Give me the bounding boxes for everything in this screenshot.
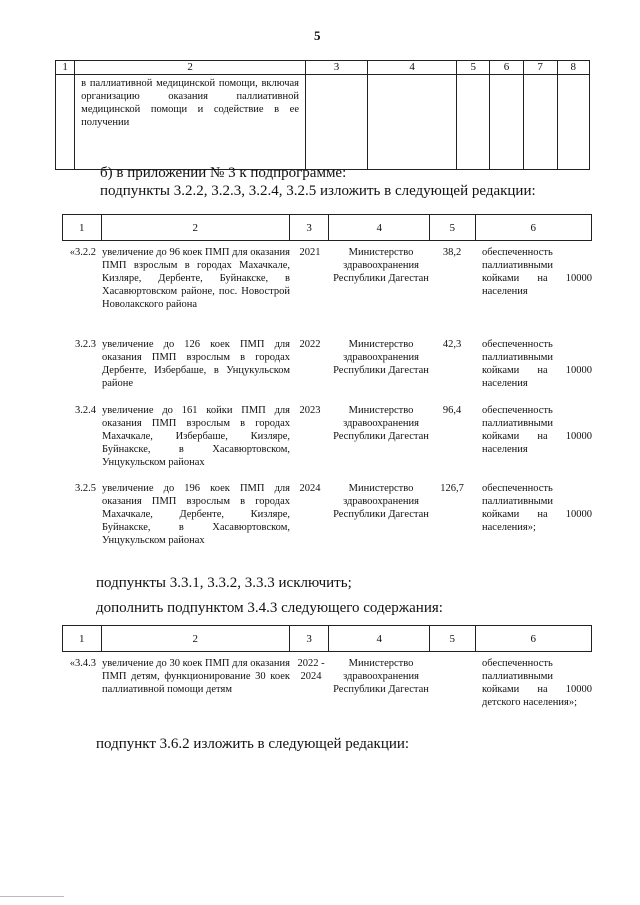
row-value: 38,2	[442, 247, 462, 258]
paragraph-b-line2: подпункты 3.2.2, 3.2.3, 3.2.4, 3.2.5 изложить в следующей редакции:	[100, 183, 536, 199]
row-description: увеличение до 161 койки ПМП для оказания ПМП взрослым в городах Махачкале, Избербаше, Кизляре, Буйнакске, в Хасавюртовском, Унцукульском районах	[102, 405, 290, 468]
col-header: 1	[56, 61, 75, 75]
col-header: 5	[430, 626, 475, 652]
paragraph-exclude: подпункты 3.3.1, 3.3.2, 3.3.3 исключить;	[96, 575, 352, 591]
col-header: 1	[63, 215, 102, 241]
row-ministry: Министерство здравоохранения Республики Дагестан	[333, 483, 429, 520]
table-cell-text: в паллиативной медицинской помощи, включая организацию оказания паллиативной медицинской помощи и содействие в ее получении	[75, 75, 306, 170]
row-ministry: Министерство здравоохранения Республики Дагестан	[333, 658, 429, 695]
empty-cell	[56, 75, 75, 170]
row-indicator: обеспеченность паллиативными койками на 10000 детского населения»;	[482, 658, 592, 708]
row-number: 3.2.3	[75, 339, 96, 350]
empty-cell	[523, 75, 557, 170]
col-header: 1	[63, 626, 102, 652]
empty-cell	[557, 75, 589, 170]
col-header: 6	[490, 61, 523, 75]
row-indicator: обеспеченность паллиативными койками на 10000 населения	[482, 247, 592, 297]
row-description: увеличение до 96 коек ПМП для оказания ПМП взрослым в городах Махачкале, Кизляре, Дербенте, Буйнакске, в Хасавюртовском районе, пос. Новострой Новолакского района	[102, 247, 290, 310]
col-header: 2	[101, 215, 289, 241]
page-number: 5	[314, 28, 321, 43]
col-header: 2	[101, 626, 289, 652]
row-number: «3.2.2	[69, 247, 96, 258]
col-header: 3	[289, 215, 329, 241]
row-year: 2022 - 2024	[297, 658, 325, 682]
col-header: 6	[475, 215, 591, 241]
empty-cell	[368, 75, 457, 170]
row-number: 3.2.5	[75, 483, 96, 494]
row-year: 2024	[299, 483, 321, 494]
row-number: 3.2.4	[75, 405, 96, 416]
empty-cell	[305, 75, 367, 170]
col-header: 8	[557, 61, 589, 75]
empty-cell	[490, 75, 523, 170]
paragraph-last: подпункт 3.6.2 изложить в следующей редакции:	[96, 736, 410, 752]
col-header: 6	[475, 626, 591, 652]
row-description: увеличение до 30 коек ПМП для оказания ПМП детям, функционирование 30 коек паллиативной помощи детям	[102, 658, 290, 695]
col-header: 5	[430, 215, 475, 241]
row-value: 42,3	[442, 339, 462, 350]
scan-artifact	[0, 896, 64, 897]
table-3-2-header	[62, 214, 592, 241]
col-header: 5	[457, 61, 490, 75]
col-header: 3	[289, 626, 329, 652]
row-number: «3.4.3	[69, 658, 96, 669]
col-header: 2	[75, 61, 306, 75]
row-year: 2021	[299, 247, 321, 258]
row-ministry: Министерство здравоохранения Республики Дагестан	[333, 339, 429, 376]
table-3-4-3-header	[62, 625, 592, 652]
row-description: увеличение до 196 коек ПМП для оказания ПМП взрослым в городах Махачкале, Дербенте, Кизляре, Буйнакске, в Хасавюртовском, Унцукульском районах	[102, 483, 290, 546]
col-header: 7	[523, 61, 557, 75]
col-header: 4	[329, 626, 430, 652]
row-ministry: Министерство здравоохранения Республики Дагестан	[333, 405, 429, 442]
paragraph-add: дополнить подпунктом 3.4.3 следующего содержания:	[96, 600, 443, 616]
row-description: увеличение до 126 коек ПМП для оказания ПМП взрослым в городах Дербенте, Избербаше, в Унцукульском районе	[102, 339, 290, 389]
empty-cell	[457, 75, 490, 170]
row-indicator: обеспеченность паллиативными койками на 10000 населения»;	[482, 483, 592, 533]
col-header: 4	[368, 61, 457, 75]
row-value: 126,7	[440, 483, 464, 494]
row-year: 2022	[299, 339, 321, 350]
row-value: 96,4	[442, 405, 462, 416]
col-header: 4	[329, 215, 430, 241]
row-year: 2023	[299, 405, 321, 416]
row-indicator: обеспеченность паллиативными койками на 10000 населения	[482, 339, 592, 389]
row-ministry: Министерство здравоохранения Республики Дагестан	[333, 247, 429, 284]
paragraph-b-line1: б) в приложении № 3 к подпрограмме:	[100, 165, 347, 181]
col-header: 3	[305, 61, 367, 75]
row-indicator: обеспеченность паллиативными койками на 10000 населения	[482, 405, 592, 455]
continuation-table	[55, 60, 590, 170]
